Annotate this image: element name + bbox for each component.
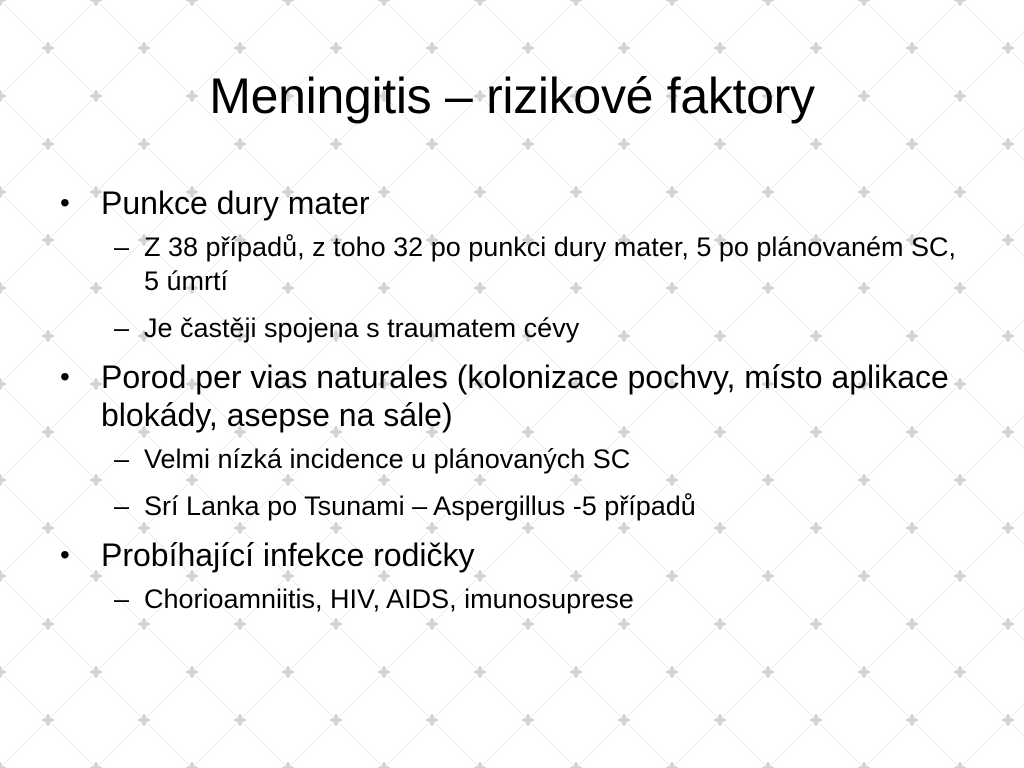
sub-bullet-text: Chorioamniitis, HIV, AIDS, imunosuprese xyxy=(144,584,634,614)
bullet-item xyxy=(56,358,956,434)
bullet-text: Porod per vias naturales (kolonizace pochvy, místo aplikace blokády, asepse na sále) xyxy=(101,359,949,433)
slide-title: Meningitis – rizikové faktory xyxy=(209,68,815,124)
dash-icon: – xyxy=(114,584,130,614)
dash-icon: – xyxy=(114,444,130,474)
sub-bullet-item xyxy=(56,311,956,345)
dash-icon: – xyxy=(114,491,130,521)
bullet-item xyxy=(56,536,956,574)
sub-bullet-text: Srí Lanka po Tsunami – Aspergillus -5 případů xyxy=(144,491,696,521)
sub-bullet-item xyxy=(56,442,956,476)
bullet-text: Punkce dury mater xyxy=(101,185,370,221)
sub-bullet-item xyxy=(56,582,956,616)
sub-bullet-item xyxy=(56,489,956,523)
bullet-dot-icon: • xyxy=(60,361,70,392)
bullet-text: Probíhající infekce rodičky xyxy=(101,537,475,573)
bullet-list xyxy=(56,184,956,629)
bullet-item xyxy=(56,184,956,222)
dash-icon: – xyxy=(114,313,130,343)
dash-icon: – xyxy=(114,232,130,262)
sub-bullet-text: Je častěji spojena s traumatem cévy xyxy=(144,313,580,343)
bullet-dot-icon: • xyxy=(60,187,70,218)
bullet-dot-icon: • xyxy=(60,539,70,570)
sub-bullet-text: Z 38 případů, z toho 32 po punkci dury mater, 5 po plánovaném SC, 5 úmrtí xyxy=(144,232,956,296)
sub-bullet-text: Velmi nízká incidence u plánovaných SC xyxy=(144,444,631,474)
sub-bullet-item xyxy=(56,230,956,298)
